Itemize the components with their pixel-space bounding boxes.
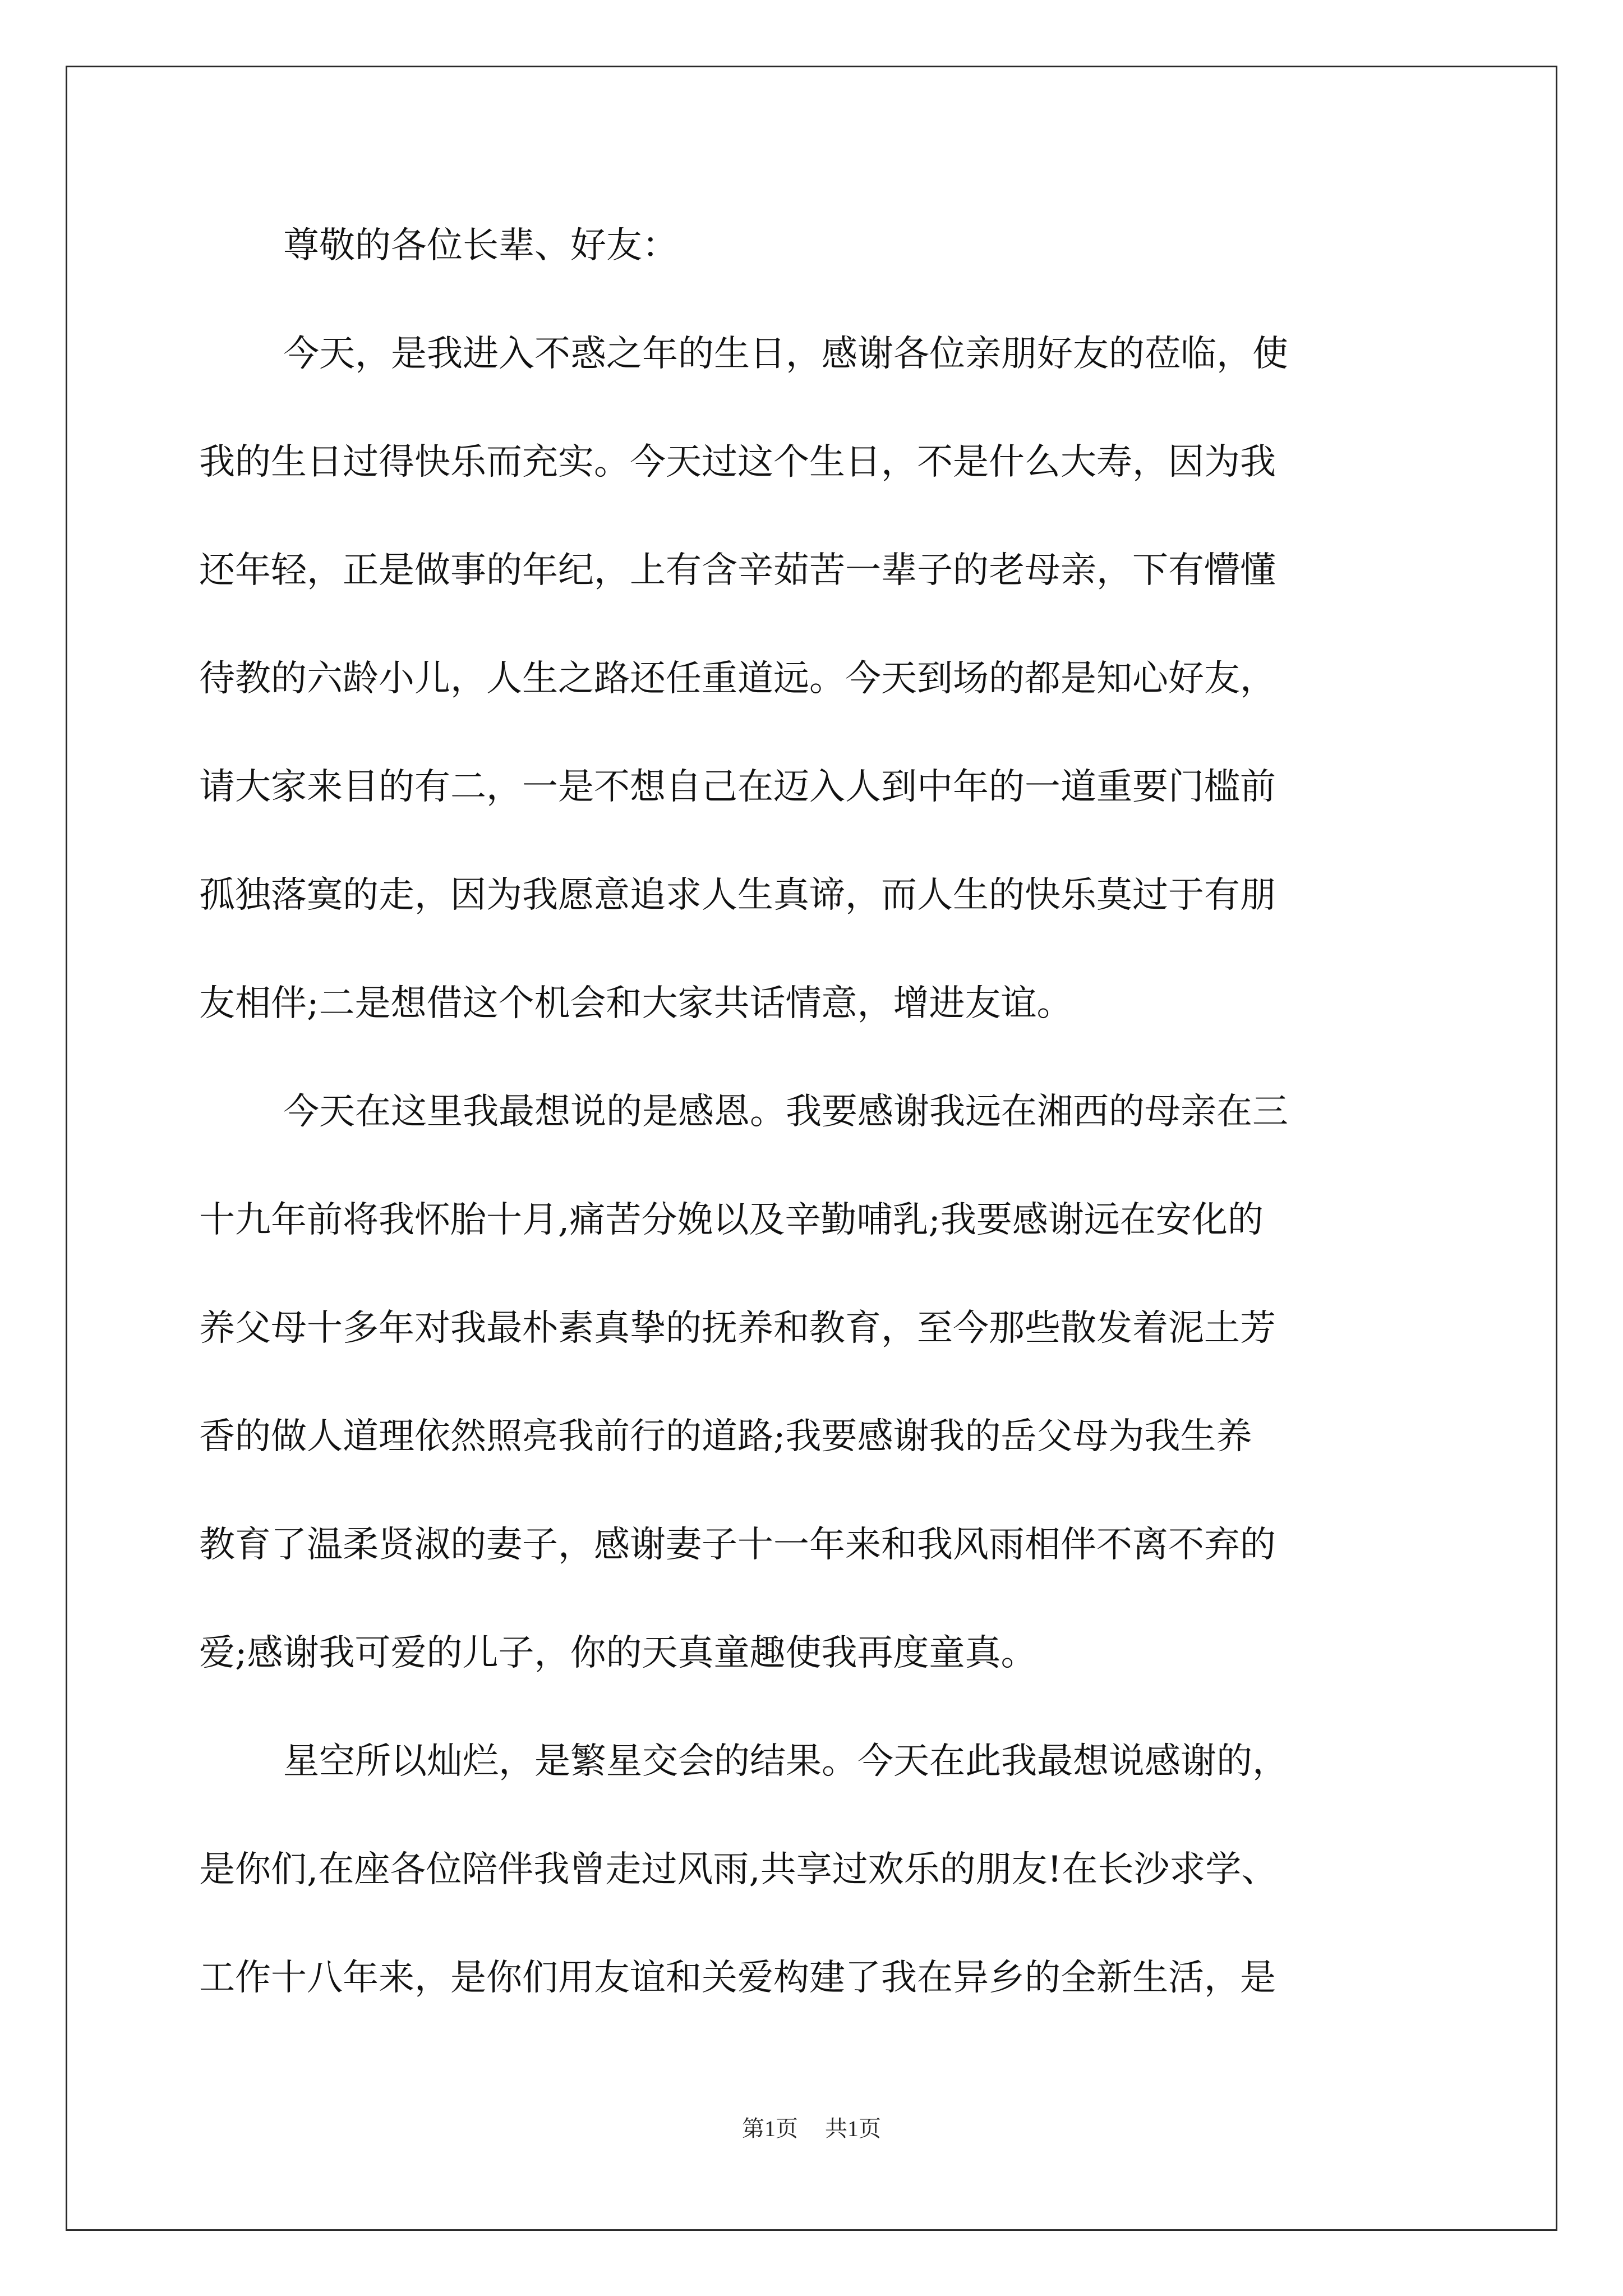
paragraph-1-line-4: 待教的六龄小儿，人生之路还任重道远。今天到场的都是知心好友， bbox=[199, 658, 1276, 700]
paragraph-1-line-1: 今天，是我进入不惑之年的生日，感谢各位亲朋好友的莅临，使 bbox=[283, 333, 1288, 375]
paragraph-2-line-1: 今天在这里我最想说的是感恩。我要感谢我远在湘西的母亲在三 bbox=[283, 1091, 1288, 1133]
paragraph-2-line-5: 教育了温柔贤淑的妻子，感谢妻子十一年来和我风雨相伴不离不弃的 bbox=[199, 1524, 1276, 1566]
page-number-current: 第1页 bbox=[742, 2116, 798, 2141]
page-border bbox=[66, 66, 1557, 2231]
paragraph-1-line-6: 孤独落寞的走，因为我愿意追求人生真谛，而人生的快乐莫过于有朋 bbox=[199, 875, 1276, 916]
paragraph-2-line-2: 十九年前将我怀胎十月,痛苦分娩以及辛勤哺乳;我要感谢远在安化的 bbox=[199, 1199, 1264, 1241]
paragraph-2-line-6: 爱;感谢我可爱的儿子，你的天真童趣使我再度童真。 bbox=[199, 1632, 1037, 1674]
paragraph-3-line-2: 是你们,在座各位陪伴我曾走过风雨,共享过欢乐的朋友!在长沙求学、 bbox=[199, 1849, 1278, 1890]
paragraph-1-line-3: 还年轻，正是做事的年纪，上有含辛茹苦一辈子的老母亲，下有懵懂 bbox=[199, 550, 1276, 591]
paragraph-3-line-1: 星空所以灿烂，是繁星交会的结果。今天在此我最想说感谢的， bbox=[283, 1741, 1288, 1782]
salutation-line: 尊敬的各位长辈、好友： bbox=[283, 225, 678, 266]
page-footer bbox=[0, 2115, 1623, 2143]
page-number-total: 共1页 bbox=[825, 2116, 881, 2141]
paragraph-2-line-4: 香的做人道理依然照亮我前行的道路;我要感谢我的岳父母为我生养 bbox=[199, 1416, 1252, 1457]
paragraph-1-line-5: 请大家来目的有二，一是不想自己在迈入人到中年的一道重要门槛前 bbox=[199, 766, 1276, 808]
paragraph-1-line-2: 我的生日过得快乐而充实。今天过这个生日，不是什么大寿，因为我 bbox=[199, 441, 1276, 483]
paragraph-3-line-3: 工作十八年来，是你们用友谊和关爱构建了我在异乡的全新生活，是 bbox=[199, 1957, 1276, 1999]
paragraph-1-line-7: 友相伴;二是想借这个机会和大家共话情意，增进友谊。 bbox=[199, 983, 1073, 1024]
paragraph-2-line-3: 养父母十多年对我最朴素真挚的抚养和教育，至今那些散发着泥土芳 bbox=[199, 1308, 1276, 1349]
